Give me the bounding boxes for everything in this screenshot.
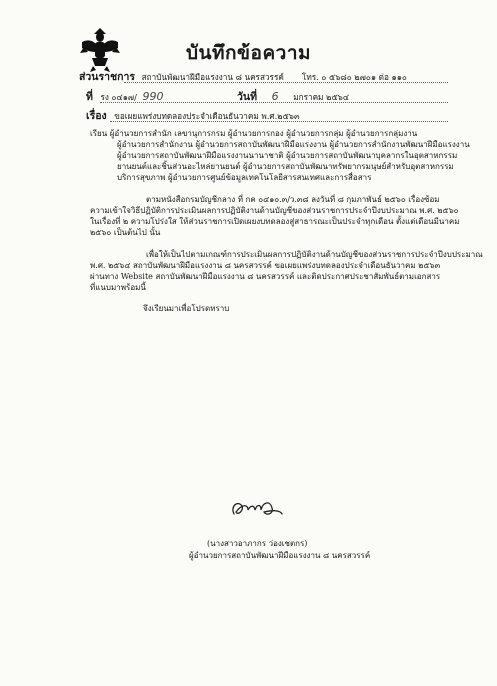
para2-line-2: พ.ศ. ๒๕๖๔ สถาบันพัฒนาฝีมือแรงงาน ๘ นครสวรรค์ ขอเผยแพร่งบทดลองประจำเดือนธันวาคม ๒๕๖๓ (90, 261, 441, 270)
subject-value: ขอเผยแพร่งบทดลองประจำเดือนธันวาคม พ.ศ.๒๕๖๓ (114, 111, 300, 121)
ref-label: ที่ (86, 91, 93, 103)
para2-line-4: ที่แนบมาพร้อมนี้ (90, 283, 146, 292)
agency-value: สถาบันพัฒนาฝีมือแรงงาน ๘ นครสวรรค์ (141, 72, 284, 82)
to-line-1: เรียน ผู้อำนวยการสำนัก เลขานุการกรม ผู้อำนวยการกอง ผู้อำนวยการกลุ่ม ผู้อำนวยการกลุ่มงาน (90, 129, 418, 138)
phone-value: โทร. ๐ ๕๖๘๐ ๒๗๐๑ ต่อ ๑๑๐ (302, 72, 407, 82)
subject-label: เรื่อง (86, 110, 107, 122)
ref-prefix: รง ๐๔๑๗/ (100, 92, 137, 102)
para1-line-1: ตามหนังสือกรมบัญชีกลาง ที่ กค ๐๔๑๐.๓/ว.๓๘ ลงวันที่ ๘ กุมภาพันธ์ ๒๕๖๐ เรื่องซ้อม (146, 195, 440, 204)
agency-dotted-line (124, 82, 448, 83)
para1-line-4: ๒๕๖๐ เป็นต้นไป นั้น (90, 228, 161, 237)
agency-label: ส่วนราชการ (79, 71, 136, 83)
para1-line-3: ในเรื่องที่ ๒ ความโปร่งใส ให้ส่วนราชการเปิดเผยงบทดลองสู่สาธารณะเป็นประจำทุกเดือน ตั้งแต่เดือนมีนาคม (90, 217, 460, 226)
para2-line-1: เพื่อให้เป็นไปตามเกณฑ์การประเมินผลการปฏิบัติงานด้านบัญชีของส่วนราชการประจำปีงบประมาณ (146, 250, 483, 259)
date-label: วันที่ (237, 91, 257, 103)
ref-handwritten-number: 990 (142, 90, 164, 103)
to-line-2: ผู้อำนวยการสำนักงาน ผู้อำนวยการสถาบันพัฒนาฝีมือแรงงาน ผู้อำนวยการสำนักงานพัฒนาฝีมือแรงงาน (117, 140, 470, 149)
closing-text: จึงเรียนมาเพื่อโปรดทราบ (143, 304, 230, 313)
to-line-4: ยานยนต์และชิ้นส่วนอะไหล่ยานยนต์ ผู้อำนวยการสถาบันพัฒนาทรัพยากรมนุษย์สำหรับอุตสาหกรรม (117, 162, 454, 171)
date-day: 6 (271, 90, 279, 103)
to-line-3: ผู้อำนวยการสถาบันพัฒนาฝีมือแรงงานนานาชาติ ผู้อำนวยการสถาบันพัฒนาบุคลากรในอุตสาหกรรม (117, 151, 458, 160)
subject-dotted-line (110, 121, 448, 122)
para1-line-2: ความเข้าใจวิธีปฏิบัติการประเมินผลการปฏิบัติงานด้านบัญชีของส่วนราชการประจำปีงบประมาณ พ.ศ. ๒๕๖๐ (90, 206, 459, 215)
para2-line-3: ผ่านทาง Website สถาบันพัฒนาฝีมือแรงงาน ๘ นครสวรรค์ และติดประกาศประชาสัมพันธ์ตามเอกสาร (90, 272, 441, 281)
signer-name: (นางสาวอาภากร ว่องเชตกร) (207, 539, 308, 548)
to-line-5: บริการสุขภาพ ผู้อำนวยการศูนย์ข้อมูลเทคโนโลยีสารสนเทศและการสื่อสาร (117, 173, 372, 182)
ref-dotted-line (100, 102, 448, 103)
memo-title: บันทึกข้อความ (185, 42, 312, 64)
handwritten-signature (228, 496, 284, 524)
signer-position: ผู้อำนวยการสถาบันพัฒนาฝีมือแรงงาน ๘ นครสวรรค์ (189, 551, 371, 560)
date-rest: มกราคม ๒๕๖๔ (293, 92, 350, 102)
